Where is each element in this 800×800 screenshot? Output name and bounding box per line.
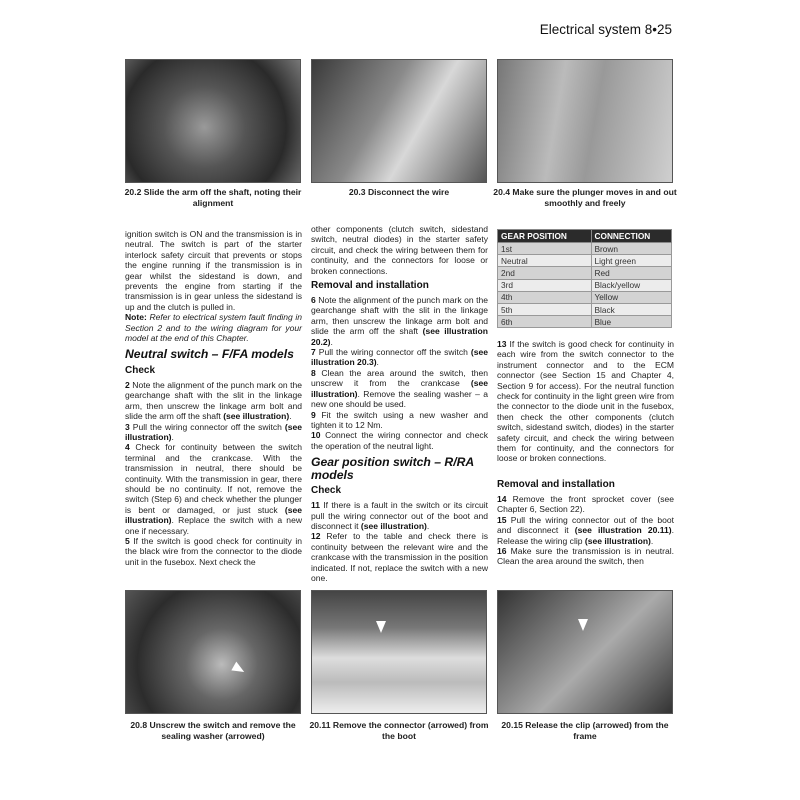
paragraph: [311, 368, 488, 410]
gear-cell: 6th: [498, 316, 592, 328]
bold-text: (see illustration): [125, 421, 302, 442]
connection-cell: Black/yellow: [591, 279, 672, 291]
table-row: [498, 267, 672, 279]
photo-20-8: [125, 590, 301, 714]
section-heading: Gear position switch – R/RA models: [311, 455, 474, 482]
text-column-2: [311, 224, 488, 583]
bold-text: 3: [125, 421, 133, 432]
bold-text: 10: [311, 430, 326, 441]
bold-text: (see illustration): [360, 520, 427, 531]
body-text: Refer to electrical system fault finding in Section 2 and to the wiring diagram for your model at the end of this Chapter.: [125, 312, 303, 344]
paragraph: [311, 295, 488, 347]
body-text: Fit the switch using a new washer and tighten it to 12 Nm.: [311, 409, 488, 430]
table-header-gear: GEAR POSITION: [498, 230, 592, 243]
caption-20-2: 20.2 Slide the arm off the shaft, noting their alignment: [124, 187, 302, 208]
gear-cell: 4th: [498, 291, 592, 303]
bold-text: (see illustration): [223, 411, 290, 422]
connection-cell: Red: [591, 267, 672, 279]
section-heading: Neutral switch – F/FA models: [125, 347, 294, 362]
body-text: . Release the wiring clip: [497, 525, 674, 546]
bold-text: (see illustration): [584, 535, 651, 546]
connection-cell: Blue: [591, 316, 672, 328]
bold-text: 6: [311, 295, 319, 306]
body-text: Connect the wiring connector and check the operation of the neutral light.: [311, 430, 488, 451]
bold-text: 2: [125, 379, 133, 390]
paragraph: [125, 422, 302, 443]
body-text: .: [650, 535, 654, 546]
body-text: Note the alignment of the punch mark on the gearchange shaft with the slit in the linkage arm, then unscrew the linkage arm bolt and slide the arm off the shaft: [125, 379, 302, 422]
arrow-icon: [376, 621, 386, 633]
body-text: .: [289, 411, 292, 422]
paragraph: [311, 410, 488, 431]
bold-text: (see illustration): [311, 378, 488, 399]
body-text: .: [330, 336, 333, 347]
paragraph: [125, 312, 302, 343]
gear-cell: 3rd: [498, 279, 592, 291]
arrow-icon: [231, 662, 246, 677]
body-text: other components (clutch switch, sidestand switch, neutral diodes) in the starter safety circuit, and check the wiring between them for continuity, and the connectors for loose or broken connections.: [311, 224, 488, 276]
connection-cell: Light green: [591, 255, 672, 267]
caption-20-8: 20.8 Unscrew the switch and remove the sealing washer (arrowed): [130, 720, 296, 741]
gear-cell: 2nd: [498, 267, 592, 279]
photo-20-4: [497, 59, 673, 183]
bold-text: (see illustration): [125, 504, 302, 526]
subsection-heading: Check: [125, 364, 156, 376]
text-column-1: [125, 229, 302, 567]
arrow-icon: [578, 619, 588, 631]
table-row: [498, 279, 672, 291]
bold-text: 15: [497, 514, 511, 525]
paragraph: [311, 224, 488, 276]
table-row: [498, 291, 672, 303]
body-text: Note the alignment of the punch mark on the gearchange shaft with the slit in the linkage arm, then unscrew the linkage arm bolt and slide the arm off the shaft: [311, 295, 488, 337]
body-text: . Remove the sealing washer – a new one should be used.: [311, 388, 488, 410]
body-text: If the switch is good check for continuity in the black wire from the connector to the diode unit in the fusebox. Next check the: [125, 536, 302, 567]
paragraph: [125, 229, 302, 312]
subsection-heading: Removal and installation: [497, 478, 615, 490]
body-text: Remove the front sprocket cover (see Chapter 6, Section 22).: [497, 493, 674, 515]
table-header-connection: CONNECTION: [591, 230, 672, 243]
gear-cell: Neutral: [498, 255, 592, 267]
body-text: .: [376, 357, 379, 368]
body-text: .: [171, 432, 174, 442]
bold-text: 12: [311, 531, 327, 542]
table-row: [498, 243, 672, 255]
bold-text: (see illustration 20.3): [311, 347, 488, 368]
bold-text: (see illustration 20.11): [574, 525, 672, 536]
table-row: [498, 316, 672, 328]
caption-20-11: 20.11 Remove the connector (arrowed) from the boot: [309, 720, 489, 741]
paragraph: [497, 515, 674, 546]
body-text: Pull the wiring connector off the switch: [318, 347, 471, 358]
body-text: . Replace the switch with a new one if necessary.: [125, 515, 302, 536]
bold-text: 5: [125, 536, 134, 547]
paragraph: [125, 380, 302, 422]
body-text: Check for continuity between the switch terminal and the crankcase. With the transmission in neutral, there should be continuity. With the transmission in gear, there should be no continuity. If not, remove the switch (Step 6) and check whether the plunger is bent or damaged, or just stuck: [125, 442, 302, 515]
bold-text: 11: [311, 500, 324, 511]
body-text: If the switch is good check for continuity in each wire from the switch connector to the instrument connector and to the ECM connector (see Section 15 and Chapter 4, Section 9 for access). For the neutral function check for continuity in the light green wire from the connector to the diode unit in the fusebox, then check the other components (clutch switch, sidestand switch, diodes) in the starter safety circuit, and check the wiring between them for continuity, and the connectors for loose or broken connections.: [497, 339, 674, 464]
connection-cell: Black: [591, 303, 672, 315]
bold-text: 14: [497, 493, 513, 504]
connection-cell: Yellow: [591, 291, 672, 303]
paragraph: [311, 500, 488, 531]
photo-20-11: [311, 590, 487, 714]
paragraph: [497, 339, 674, 464]
gear-position-table: [497, 229, 672, 328]
caption-20-4: 20.4 Make sure the plunger moves in and out smoothly and freely: [493, 187, 677, 208]
body-text: Refer to the table and check there is continuity between the relevant wire and the crankcase with the transmission in the position indicated. If not, replace the switch with a new one.: [311, 531, 488, 583]
gear-cell: 5th: [498, 303, 592, 315]
text-column-3: [497, 339, 674, 567]
page-header: Electrical system 8•25: [539, 22, 672, 37]
bold-text: 16: [497, 545, 511, 556]
table-header-row: [498, 230, 672, 243]
bold-text: 9: [311, 409, 322, 420]
table-row: [498, 303, 672, 315]
paragraph: [311, 347, 488, 368]
paragraph: [311, 531, 488, 583]
body-text: Pull the wiring connector off the switch: [132, 421, 285, 432]
gear-cell: 1st: [498, 243, 592, 255]
photo-20-3: [311, 59, 487, 183]
photo-20-2: [125, 59, 301, 183]
paragraph: [497, 546, 674, 567]
bold-text: Note:: [125, 312, 150, 323]
caption-20-3: 20.3 Disconnect the wire: [348, 187, 450, 197]
body-text: Make sure the transmission is in neutral. Clean the area around the switch, then: [497, 545, 674, 567]
connection-cell: Brown: [591, 243, 672, 255]
body-text: .: [426, 520, 430, 531]
photo-20-15: [497, 590, 673, 714]
spacer: [497, 464, 674, 475]
subsection-heading: Check: [311, 485, 342, 497]
subsection-heading: Removal and installation: [311, 280, 429, 292]
body-text: If there is a fault in the switch or its circuit pull the wiring connector out of the boot and disconnect it: [311, 500, 488, 531]
body-text: ignition switch is ON and the transmission is in neutral. The switch is part of the starter interlock safety circuit that prevents or stops the engine running if the transmission is in gear whilst the sidestand is down, and prevents the engine from starting if the transmission is in gear unless the sidestand is up and the clutch is pulled in.: [125, 229, 302, 312]
body-text: Pull the wiring connector out of the boot and disconnect it: [497, 514, 675, 536]
bold-text: 13: [497, 339, 510, 349]
bold-text: 7: [311, 347, 319, 358]
table-row: [498, 255, 672, 267]
body-text: Clean the area around the switch, then unscrew it from the crankcase: [311, 367, 488, 389]
bold-text: 8: [311, 367, 322, 378]
caption-20-15: 20.15 Release the clip (arrowed) from the frame: [501, 720, 669, 741]
paragraph: [125, 442, 302, 536]
paragraph: [497, 494, 674, 515]
bold-text: (see illustration 20.2): [311, 326, 488, 347]
paragraph: [125, 536, 302, 567]
paragraph: [311, 430, 488, 451]
bold-text: 4: [125, 442, 136, 453]
